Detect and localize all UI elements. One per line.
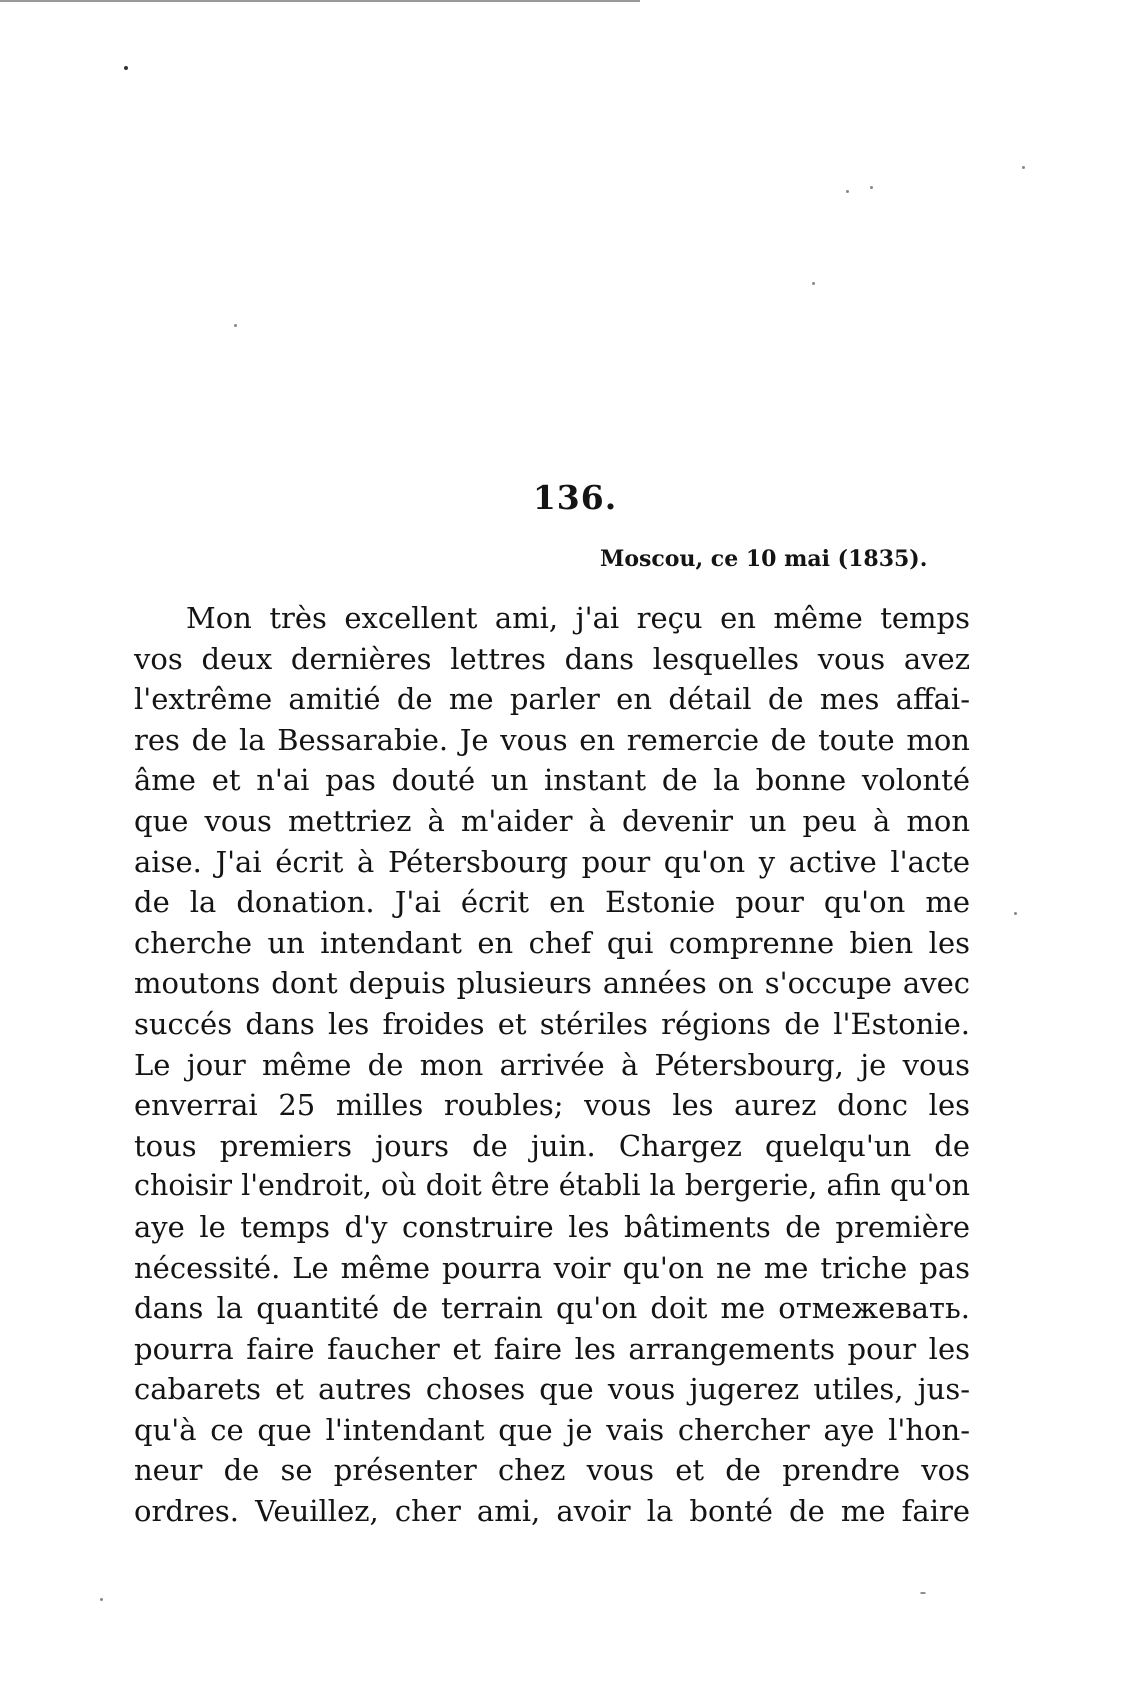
text-line: tous premiers jours de juin. Chargez quelqu'un de — [134, 1128, 970, 1163]
text-line: Le jour même de mon arrivée à Pétersbourg, je vous — [134, 1047, 970, 1082]
scan-speck — [920, 1592, 926, 1594]
letter-body — [134, 598, 970, 1532]
text-line: nécessité. Le même pourra voir qu'on ne me triche pas — [134, 1250, 970, 1285]
text-line: Mon très excellent ami, j'ai reçu en même temps — [186, 601, 970, 635]
text-line: de la donation. J'ai écrit en Estonie pour qu'on me — [134, 885, 970, 920]
letter-number: 136. — [532, 478, 618, 517]
scan-speck — [1014, 912, 1017, 915]
text-line: vos deux dernières lettres dans lesquelles vous avez — [134, 641, 970, 676]
text-line: que vous mettriez à m'aider à devenir un peu à mon — [134, 803, 970, 838]
scan-speck — [812, 282, 815, 285]
text-line: dans la quantité de terrain qu'on doit me отмежевать. — [134, 1291, 970, 1326]
top-edge-rule — [0, 0, 640, 2]
text-line: âme et n'ai pas douté un instant de la bonne volonté — [134, 763, 970, 798]
dateline: Moscou, ce 10 mai (1835). — [600, 546, 928, 572]
text-line: aye le temps d'y construire les bâtiments de première — [134, 1209, 970, 1244]
text-line: choisir l'endroit, où doit être établi la bergerie, afin qu'on — [134, 1169, 970, 1203]
scan-speck — [846, 190, 849, 193]
scan-speck — [100, 1598, 103, 1601]
text-line: cherche un intendant en chef qui comprenne bien les — [134, 925, 970, 960]
text-line: qu'à ce que l'intendant que je vais chercher aye l'hon- — [134, 1412, 970, 1447]
text-line: neur de se présenter chez vous et de prendre vos — [134, 1453, 970, 1488]
text-line: succés dans les froides et stériles régions de l'Estonie. — [134, 1006, 970, 1041]
text-line: aise. J'ai écrit à Pétersbourg pour qu'on y active l'acte — [134, 844, 970, 879]
text-line: res de la Bessarabie. Je vous en remercie de toute mon — [134, 722, 970, 757]
scan-speck — [234, 324, 237, 327]
scan-speck — [870, 186, 873, 189]
scan-speck — [124, 66, 128, 70]
text-line: cabarets et autres choses que vous jugerez utiles, jus- — [134, 1372, 970, 1407]
scan-speck — [1022, 166, 1025, 169]
text-line: pourra faire faucher et faire les arrangements pour les — [134, 1331, 970, 1366]
text-line: moutons dont depuis plusieurs années on s'occupe avec — [134, 966, 970, 1001]
text-line: enverrai 25 milles roubles; vous les aurez donc les — [134, 1088, 970, 1123]
text-line: l'extrême amitié de me parler en détail de mes affai- — [134, 682, 970, 717]
text-line: ordres. Veuillez, cher ami, avoir la bonté de me faire — [134, 1494, 970, 1529]
